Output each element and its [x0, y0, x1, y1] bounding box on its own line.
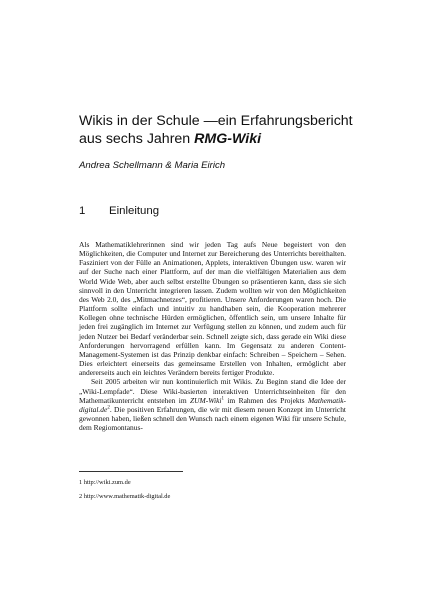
footnote-ref-1[interactable]: 1: [221, 396, 224, 402]
paragraph-2: [79, 377, 346, 432]
project-name: Mathematik-digital.de: [79, 395, 346, 414]
paper-title: [79, 112, 379, 148]
footnote-2[interactable]: 2 http://www.mathematik-digital.de: [79, 493, 171, 500]
title-line-2-emphasis: RMG-Wiki: [194, 131, 262, 147]
section-title: Einleitung: [109, 205, 160, 217]
author-list: Andrea Schellmann & Maria Eirich: [79, 160, 226, 171]
title-line-1: Wikis in der Schule —ein Erfahrungsbericht: [79, 113, 353, 129]
body-text: [79, 240, 346, 432]
title-line-2-prefix: aus sechs Jahren: [79, 131, 195, 147]
paragraph-2-text-b: im Rahmen des Projekts: [223, 395, 308, 405]
footnote-1[interactable]: 1 http://wiki.zum.de: [79, 479, 131, 486]
section-heading: [79, 205, 159, 217]
footnotes: [79, 476, 170, 504]
footnote-ref-2[interactable]: 2: [107, 405, 110, 411]
zum-wiki-name: ZUM-Wiki: [190, 395, 222, 405]
footnote-divider: [79, 471, 183, 472]
paragraph-2-text-c: . Die positiven Erfahrungen, die wir mit diesem neuen Konzept im Unterricht gewonnen haben, ließen schnell den Wunsch nach einem eigenen Wiki für unsere Schule, dem Regiomontanus-: [79, 404, 346, 433]
paragraph-2-text-a: Seit 2005 arbeiten wir nun kontinuierlich mit Wikis. Zu Beginn stand die Idee der „Wiki-Lempfade“. Diese Wiki-basierten interaktiven Unterrichtseinheiten für den Mathematikunterricht entstehen im: [79, 377, 346, 405]
paragraph-1: Als Mathematiklehrerinnen sind wir jeden Tag aufs Neue begeistert von den Möglichkeiten, die Computer und Internet zur Bereicherung des Unterrichts bereithalten. Fasziniert von der Fülle an Animationen, Applets, interaktiven Übungen usw. waren wir auf der Suche nach einer Plattform, auf der man die vielfältigen Materialien aus dem World Wide Web, aber auch selbst erstellte Übungen so präsentieren kann, dass sie sich sinnvoll in den Unterricht integrieren lassen. Zudem wollten wir von den Möglichkeiten des Web 2.0, des „Mitmachnetzes“, profitieren. Unsere Anforderungen waren hoch. Die Plattform sollte einfach und intuitiv zu handhaben sein, die Kooperation mehrerer Kollegen ohne technische Hürden ermöglichen, öffentlich sein, um unsere Inhalte für jeden frei zugänglich im Internet zur Verfügung stellen zu können, und zudem auch für jeden Nutzer bei Bedarf veränderbar sein. Schnell zeigte sich, dass gerade ein Wiki diese Anforderungen hervorragend erfüllen kann. Im Gegensatz zu anderen Content-Management-Systemen ist das Prinzip denkbar einfach: Schreiben – Speichern – Sehen. Dies erleichtert einerseits das gemeinsame Erstellen von Inhalten, ermöglicht aber andererseits auch ein leichtes Verändern bereits fertiger Produkte.: [79, 240, 346, 378]
section-number: 1: [79, 205, 86, 217]
